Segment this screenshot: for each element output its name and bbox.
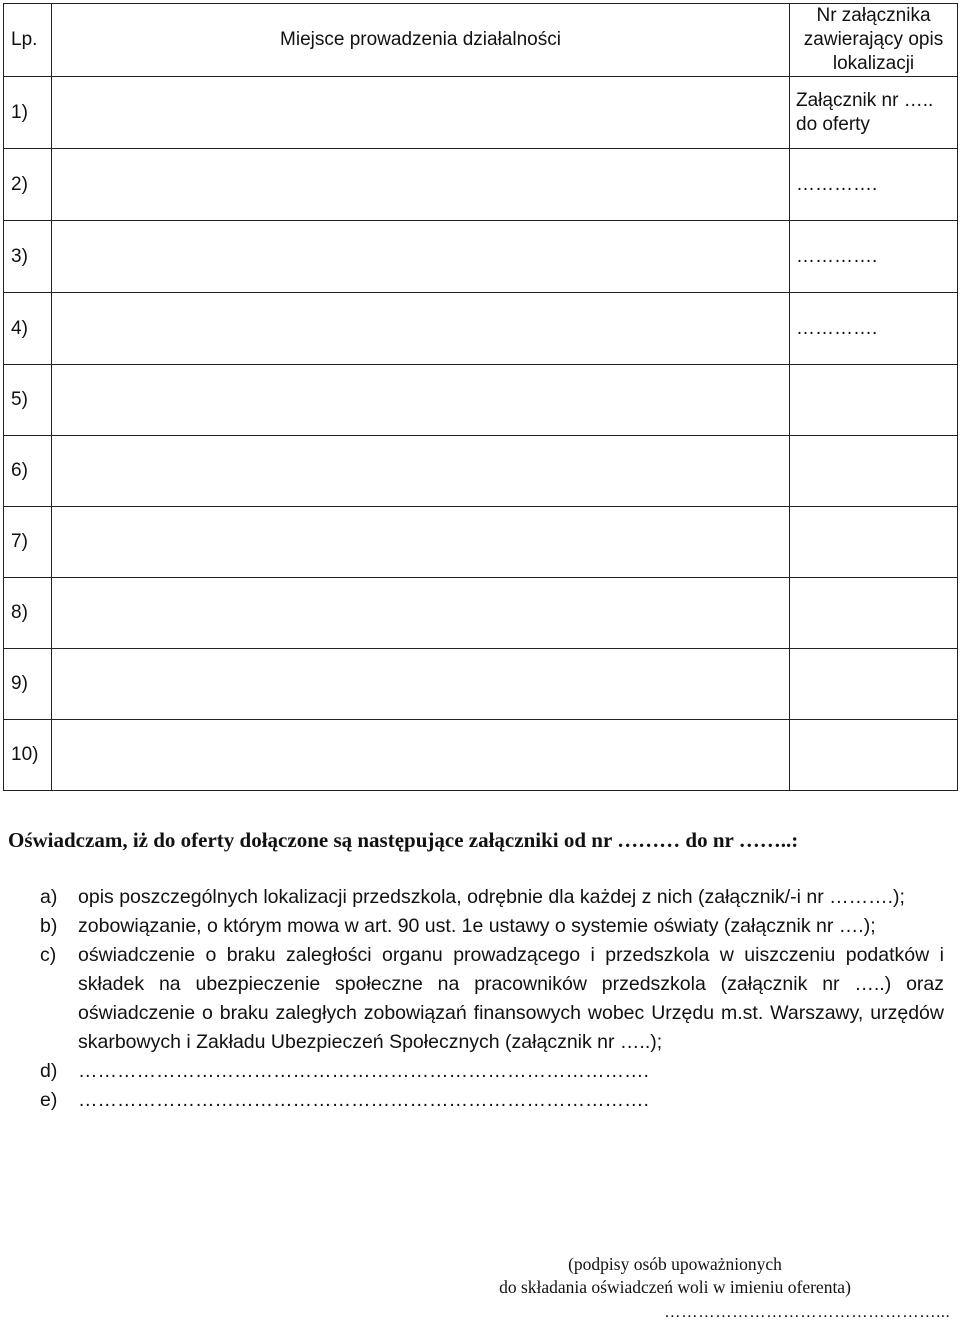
row-lp: 10) [4, 720, 52, 791]
list-item-text: zobowiązanie, o którym mowa w art. 90 ust. 1e ustawy o systemie oświaty (załącznik nr ….); [78, 915, 876, 937]
header-lp: Lp. [4, 4, 52, 77]
row-attachment-nr [790, 436, 958, 507]
list-marker: b) [40, 915, 58, 937]
row-lp: 8) [4, 578, 52, 649]
table-row [4, 293, 958, 365]
list-item [40, 883, 944, 912]
row-attachment-nr [790, 365, 958, 436]
list-item-text: oświadczenie o braku zaległości organu prowadzącego i przedszkola w uiszczeniu podatków i składek na ubezpieczenie społeczne na pracowników przedszkola (załącznik nr …..) oraz oświadczenie o braku zaległych zobowiązań finansowych wobec Urzędu m.st. Warszawy, urzędów skarbowych i Zakładu Ubezpieczeń Społecznych (załącznik nr …..); [78, 944, 944, 1053]
table-row [4, 436, 958, 507]
row-lp: 4) [4, 293, 52, 365]
table-row [4, 77, 958, 149]
row-place [52, 649, 790, 720]
table-row [4, 649, 958, 720]
row-place [52, 149, 790, 221]
list-item [40, 1086, 944, 1115]
row-place [52, 507, 790, 578]
table-row [4, 221, 958, 293]
row-lp: 5) [4, 365, 52, 436]
row-attachment-nr: …………. [790, 149, 958, 221]
row-lp: 9) [4, 649, 52, 720]
attachments-declaration: Oświadczam, iż do oferty dołączone są następujące załączniki od nr ……… do nr ……..: [8, 828, 799, 852]
signature-caption [440, 1253, 910, 1299]
row-place [52, 77, 790, 149]
row-place [52, 293, 790, 365]
row-attachment-nr [790, 507, 958, 578]
signature-dots: …………………………………………... [663, 1302, 950, 1321]
table-row [4, 149, 958, 221]
table-row [4, 720, 958, 791]
list-item [40, 941, 944, 1057]
table-header-row [4, 4, 958, 77]
locations-table [3, 3, 958, 791]
row-place [52, 720, 790, 791]
row-attachment-nr [790, 649, 958, 720]
row-place [52, 221, 790, 293]
list-item-text: ……………………………………………………………………………. [78, 1089, 649, 1111]
table-row [4, 507, 958, 578]
row-lp: 3) [4, 221, 52, 293]
table-row [4, 578, 958, 649]
list-item [40, 912, 944, 941]
list-marker: e) [40, 1089, 58, 1111]
list-item-text: opis poszczególnych lokalizacji przedszkola, odrębnie dla każdej z nich (załącznik/-i nr ……….); [78, 886, 905, 908]
list-marker: a) [40, 886, 58, 908]
row-lp: 6) [4, 436, 52, 507]
row-attachment-nr [790, 578, 958, 649]
row-attachment-nr: …………. [790, 221, 958, 293]
row-lp: 2) [4, 149, 52, 221]
list-item-text: ……………………………………………………………………………. [78, 1060, 649, 1082]
row-place [52, 365, 790, 436]
list-marker: d) [40, 1060, 58, 1082]
row-place [52, 578, 790, 649]
signature-line-1: (podpisy osób upoważnionych [568, 1254, 782, 1274]
header-attachment-nr: Nr załącznika zawierający opis lokalizacji [790, 4, 958, 77]
list-marker: c) [40, 944, 57, 966]
row-attachment-nr [790, 720, 958, 791]
row-attachment-nr: …………. [790, 293, 958, 365]
attachments-list [40, 883, 944, 1115]
row-lp: 1) [4, 77, 52, 149]
header-place: Miejsce prowadzenia działalności [52, 4, 790, 77]
row-attachment-nr: Załącznik nr ….. do oferty [790, 77, 958, 149]
table-row [4, 365, 958, 436]
row-lp: 7) [4, 507, 52, 578]
row-place [52, 436, 790, 507]
list-item [40, 1057, 944, 1086]
signature-line-2: do składania oświadczeń woli w imieniu oferenta) [499, 1277, 851, 1297]
